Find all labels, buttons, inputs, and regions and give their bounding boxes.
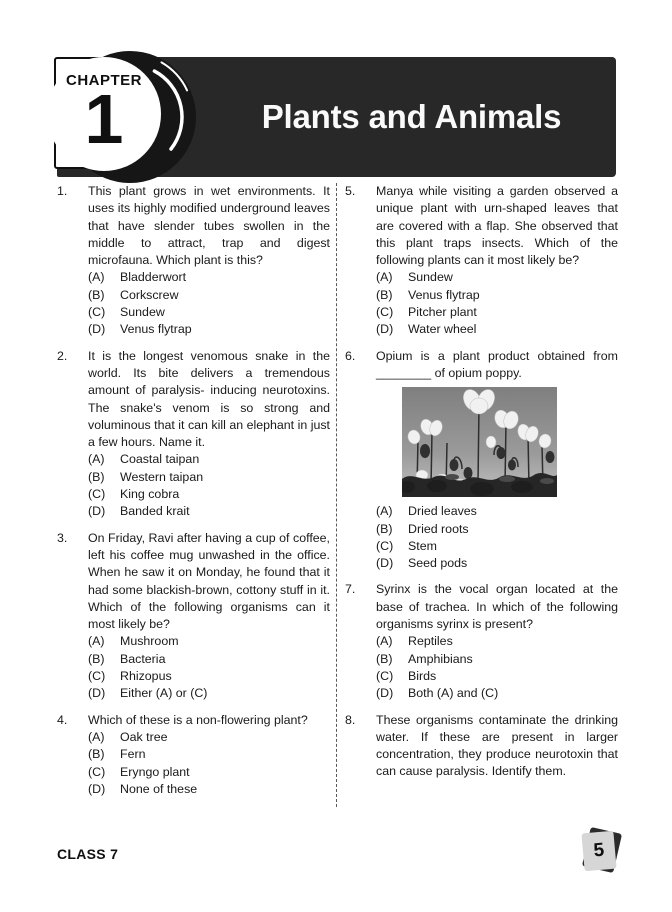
option-text: None of these (120, 781, 198, 796)
option-text: Birds (408, 668, 437, 683)
option-letter: (A) (376, 270, 393, 285)
page-number: 5 (592, 839, 606, 862)
question-text: It is the longest venomous snake in the world. Its bite delivers a tremendous amount of paralysis- inducing neurotoxins. The snake's venom is so strong and voluminous that it can kill an elephant in just a few hours. Name it. (88, 348, 330, 450)
option-letter: (C) (376, 538, 394, 553)
option-letter: (B) (88, 651, 105, 666)
question-number: 7. (345, 582, 356, 597)
question-text: These organisms contaminate the drinking water. If these are present in larger concentration, they produce neurotoxin that can cause paralysis. Identify them. (376, 712, 618, 779)
option-text: Coastal taipan (120, 452, 200, 467)
option-text: Oak tree (120, 729, 168, 744)
answer-option (88, 685, 330, 702)
answer-option (88, 746, 330, 763)
answer-option (88, 486, 330, 503)
option-letter: (A) (88, 270, 105, 285)
answer-option (376, 555, 618, 572)
option-text: Amphibians (408, 651, 473, 666)
question-text: This plant grows in wet environments. It uses its highly modified underground leaves that have slender tubes swollen in the middle to attract, trap and digest microfauna. Which plant is this? (88, 184, 330, 268)
answer-options (88, 269, 330, 338)
answer-option (88, 764, 330, 781)
option-text: Dried leaves (408, 504, 477, 519)
answer-options (376, 503, 618, 572)
questions-column-left (57, 183, 330, 807)
question-item (345, 183, 618, 339)
opium-poppy-field-photo (402, 387, 557, 497)
answer-option (376, 538, 618, 555)
option-letter: (C) (376, 305, 394, 320)
option-text: Both (A) and (C) (408, 686, 499, 701)
option-text: Bladderwort (120, 270, 187, 285)
question-number: 2. (57, 348, 68, 363)
option-letter: (B) (376, 521, 393, 536)
option-letter: (A) (88, 634, 105, 649)
answer-option (376, 651, 618, 668)
answer-option (88, 729, 330, 746)
answer-options (88, 633, 330, 702)
question-body (88, 183, 330, 339)
answer-option (88, 633, 330, 650)
option-text: Banded krait (120, 504, 190, 519)
option-letter: (D) (88, 781, 106, 796)
option-text: Seed pods (408, 556, 468, 571)
question-body (88, 348, 330, 521)
question-number: 1. (57, 184, 68, 198)
question-text: On Friday, Ravi after having a cup of coffee, left his coffee mug unwashed in the office. When he saw it on Monday, he found that it had some blackish-brown, cottony stuff in it. Which of the following organisms can it most likely be? (88, 530, 330, 632)
option-letter: (B) (88, 469, 105, 484)
option-letter: (C) (88, 305, 106, 320)
option-text: Western taipan (120, 469, 204, 484)
answer-option (88, 781, 330, 798)
answer-options (376, 269, 618, 338)
question-body (376, 348, 618, 573)
answer-options (88, 729, 330, 798)
option-text: Mushroom (120, 634, 179, 649)
answer-option (88, 668, 330, 685)
option-text: Rhizopus (120, 669, 172, 684)
option-text: Reptiles (408, 634, 453, 649)
answer-option (88, 287, 330, 304)
question-body (88, 530, 330, 703)
question-text: Manya while visiting a garden observed a unique plant with urn-shaped leaves that are covered with a flap. She observed that this plant traps insects. Which of the following plants can it most likely be? (376, 184, 618, 268)
option-text: Fern (120, 747, 146, 762)
question-text: Opium is a plant product obtained from ________ of opium poppy. (376, 348, 618, 380)
option-text: Corkscrew (120, 287, 179, 302)
question-number: 4. (57, 712, 68, 727)
question-body (376, 712, 618, 781)
option-text: King cobra (120, 487, 180, 502)
question-body (376, 581, 618, 702)
option-text: Bacteria (120, 651, 166, 666)
option-letter: (D) (88, 686, 106, 701)
answer-option (376, 269, 618, 286)
option-text: Sundew (120, 305, 165, 320)
answer-option (88, 469, 330, 486)
question-body (376, 183, 618, 339)
option-letter: (C) (376, 668, 394, 683)
option-text: Venus flytrap (120, 322, 192, 337)
question-text: Syrinx is the vocal organ located at the base of trachea. In which of the following organisms syrinx is present? (376, 582, 618, 632)
option-text: Either (A) or (C) (120, 686, 208, 701)
answer-option (376, 304, 618, 321)
answer-option (376, 685, 618, 702)
answer-option (88, 651, 330, 668)
option-text: Venus flytrap (408, 287, 480, 302)
option-letter: (D) (88, 322, 106, 337)
option-letter: (D) (376, 322, 394, 337)
chapter-number: 1 (84, 80, 124, 159)
option-letter: (C) (88, 669, 106, 684)
page-number-badge (582, 828, 624, 876)
option-letter: (A) (376, 504, 393, 519)
answer-options (376, 633, 618, 702)
chapter-label: CHAPTER (65, 72, 142, 90)
option-letter: (D) (88, 504, 106, 519)
question-body (88, 712, 330, 798)
question-number: 6. (345, 348, 356, 363)
option-letter: (A) (376, 634, 393, 649)
question-item (57, 348, 330, 521)
option-text: Pitcher plant (408, 305, 477, 320)
answer-option (376, 287, 618, 304)
page-title: Plants and Animals (261, 98, 562, 135)
question-item (57, 183, 330, 339)
question-number: 3. (57, 530, 68, 545)
option-letter: (C) (88, 487, 106, 502)
answer-option (88, 304, 330, 321)
option-letter: (A) (88, 452, 105, 467)
answer-option (376, 521, 618, 538)
questions-area (57, 183, 618, 807)
option-text: Stem (408, 538, 437, 553)
option-letter: (D) (376, 686, 394, 701)
answer-option (376, 668, 618, 685)
option-text: Water wheel (408, 322, 477, 337)
question-text: Which of these is a non-flowering plant? (88, 712, 308, 727)
option-text: Eryngo plant (120, 764, 190, 779)
option-letter: (C) (88, 764, 106, 779)
option-letter: (B) (88, 747, 105, 762)
question-number: 5. (345, 184, 356, 198)
answer-option (88, 321, 330, 338)
column-divider (336, 183, 337, 807)
question-item (57, 712, 330, 798)
option-letter: (B) (376, 651, 393, 666)
answer-option (376, 633, 618, 650)
class-label: CLASS 7 (57, 846, 119, 862)
answer-option (88, 269, 330, 286)
question-item (345, 712, 618, 781)
chapter-number-circle (47, 57, 161, 171)
answer-option (88, 451, 330, 468)
option-text: Dried roots (408, 521, 469, 536)
page-badge-front (581, 831, 616, 872)
option-text: Sundew (408, 270, 453, 285)
answer-option (376, 503, 618, 520)
question-number: 8. (345, 712, 356, 727)
option-letter: (B) (88, 287, 105, 302)
option-letter: (A) (88, 729, 105, 744)
question-item (57, 530, 330, 703)
answer-option (376, 321, 618, 338)
questions-column-right (345, 183, 618, 807)
option-letter: (D) (376, 556, 394, 571)
answer-option (88, 503, 330, 520)
answer-options (88, 451, 330, 520)
question-item (345, 348, 618, 573)
question-item (345, 581, 618, 702)
option-letter: (B) (376, 287, 393, 302)
